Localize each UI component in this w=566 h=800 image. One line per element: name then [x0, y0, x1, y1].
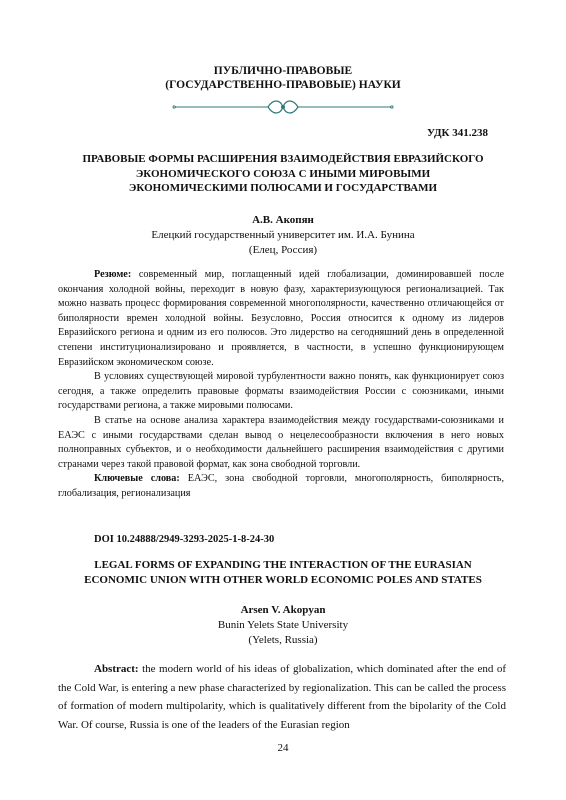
page-number: 24	[277, 742, 289, 754]
decorative-divider-icon	[168, 96, 398, 118]
author-block-en	[0, 603, 566, 648]
keywords-ru-text: ЕАЭС, зона свободной торговли, многополярность, биполярность, глобализация, регионализация	[58, 473, 505, 499]
abstract-ru-paragraph-2: В условиях существующей мировой турбулентности важно понять, как функционирует союз сегодня, а также определить правовые форматы взаимодействия России с союзниками, иными государствами региона, а также мировыми полюсами.	[58, 371, 504, 412]
article-title-en	[60, 558, 506, 587]
author-affiliation-en: Bunin Yelets State University	[217, 619, 349, 631]
title-ru-line1: ПРАВОВЫЕ ФОРМЫ РАСШИРЕНИЯ ВЗАИМОДЕЙСТВИЯ ЕВРАЗИЙСКОГО	[82, 153, 484, 165]
abstract-ru	[58, 268, 504, 502]
abstract-en-text: the modern world of his ideas of globalization, which dominated after the end of the Cold War, is entering a new phase characterized by regionalization. This can be called the process of formation of modern multipolarity, which is qualitatively different from the bipolarity of the Cold War. Of course, Russia is one of the leaders of the Eurasian region	[58, 663, 506, 731]
section-heading-line2: (ГОСУДАРСТВЕННО-ПРАВОВЫЕ) НАУКИ	[165, 79, 401, 91]
abstract-en-label: Abstract:	[94, 663, 139, 675]
author-name-en: Arsen V. Akopyan	[240, 604, 326, 616]
author-name-ru: А.В. Акопян	[252, 214, 314, 226]
abstract-en-paragraph	[58, 660, 506, 734]
title-ru-line2: ЭКОНОМИЧЕСКОГО СОЮЗА С ИНЫМИ МИРОВЫМИ	[135, 167, 431, 180]
doi: DOI 10.24888/2949-3293-2025-1-8-24-30	[94, 534, 275, 545]
author-location-en: (Yelets, Russia)	[248, 634, 318, 646]
keywords-ru	[58, 472, 504, 501]
keywords-ru-label: Ключевые слова:	[94, 473, 180, 485]
abstract-ru-p1-text: современный мир, поглащенный идей глобализации, доминировавшей после окончания холодной войны, переходит в новую фазу, характеризующуюся регионализацией. Так можно назвать процесс формирования современной многополярности, качественно отличающейся от биполярности времен холодной войны. Безусловно, Россия относится к одному из лидеров Евразийского региона и одним из его полюсов. Это лидерство на сегодняшний день в определенной степени институционализировано и проявляется, в частности, в успешно функционирующем Евразийском экономическом союзе.	[58, 269, 504, 368]
section-heading	[0, 64, 566, 92]
abstract-ru-paragraph-1	[58, 268, 504, 370]
author-block-ru	[0, 213, 566, 258]
title-ru-line3: ЭКОНОМИЧЕСКИМИ ПОЛЮСАМИ И ГОСУДАРСТВАМИ	[128, 182, 438, 194]
abstract-ru-paragraph-3: В статье на основе анализа характера взаимодействия между государствами-союзниками и ЕАЭС с иными государствами сделан вывод о нецелесообразности включения в него новых полноправных субъектов, и о необходимости дальнейшего расширения взаимодействия с другими странами через такой правовой формат, как зона свободной торговли.	[58, 414, 504, 470]
author-location-ru: (Елец, Россия)	[248, 244, 318, 256]
abstract-en	[58, 660, 506, 734]
author-affiliation-ru: Елецкий государственный университет им. И.А. Бунина	[151, 229, 415, 241]
article-title-ru	[60, 152, 506, 196]
title-en-line1: LEGAL FORMS OF EXPANDING THE INTERACTION OF THE EURASIAN	[94, 559, 472, 571]
abstract-ru-label: Резюме:	[94, 269, 132, 280]
title-en-line2: ECONOMIC UNION WITH OTHER WORLD ECONOMIC POLES AND STATES	[84, 573, 482, 586]
udk-code: УДК 341.238	[426, 127, 488, 139]
section-heading-line1: ПУБЛИЧНО-ПРАВОВЫЕ	[213, 65, 353, 77]
